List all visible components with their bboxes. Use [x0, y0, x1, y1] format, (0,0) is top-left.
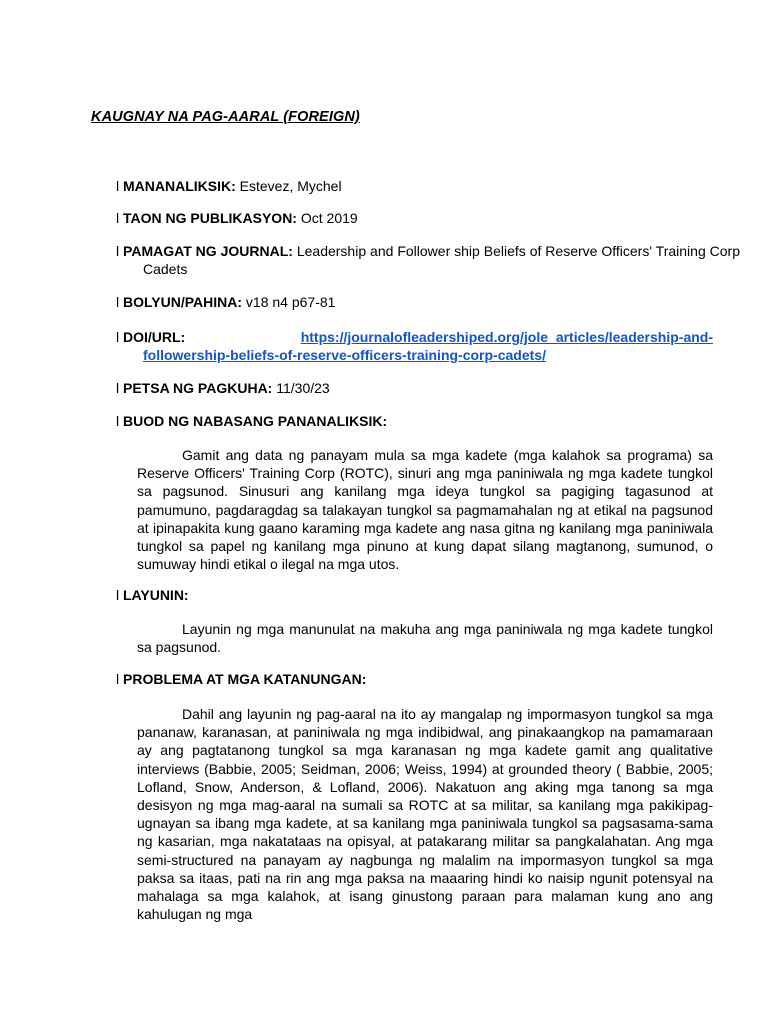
field-mananaliksik: [116, 178, 713, 196]
bullet: l: [116, 178, 123, 194]
field-value: Oct 2019: [300, 210, 358, 226]
field-label: MANANALIKSIK:: [123, 178, 240, 194]
section-layunin-heading: [116, 587, 713, 605]
bullet: l: [116, 671, 123, 687]
bullet: l: [116, 587, 123, 603]
field-label: PAMAGAT NG JOURNAL:: [123, 243, 297, 259]
section-problema-text: Dahil ang layunin ng pag-aaral na ito ay mangalap ng impormasyon tungkol sa mga pananaw, karanasan, at paniniwala ng mga indibidwal, ang pinakaangkop na pamamaraan ay ang pagtatanong tungkol sa mga karanasan ng mga kadete gamit ang qualitative interviews (Babbie, 2005; Seidman, 2006; Weiss, 1994) at grounded theory ( Babbie, 2005; Lofland, Snow, Anderson, & Lofland, 2006). Nakatuon ang aking mga tanong sa mga desisyon ng mga mag-aaral na sumali sa ROTC at sa militar, sa kanilang mga pakikipag-ugnayan sa ibang mga kadete, at sa kanilang mga paniniwala tungkol sa pagsasama-sama ng kasarian, mga nakatataas na opisyal, at patakarang militar sa pangkalahatan. Ang mga semi-structured na panayam ay nagbunga ng malalim na impormasyon tungkol sa mga paksa sa itaas, pati na rin ang mga paksa na maaaring hindi ko naisip ngunit potensyal na mahalaga sa mga kalahok, at isang ginustong paraan para malaman kung ano ang kahulugan ng mga: [137, 706, 713, 923]
field-label: DOI/URL:: [123, 329, 186, 345]
doi-link[interactable]: https://journalofleadershiped.org/jole_articles/leadership-and-: [300, 329, 713, 345]
section-label: LAYUNIN:: [123, 587, 189, 603]
field-value: 11/30/23: [276, 380, 330, 396]
section-buod-heading: [116, 413, 713, 431]
field-pamagat: [116, 243, 740, 278]
field-value: Estevez, Mychel: [239, 178, 342, 194]
field-taon: [116, 210, 713, 228]
bullet: l: [116, 413, 123, 429]
document-heading: KAUGNAY NA PAG-AARAL (FOREIGN): [91, 109, 360, 125]
field-label: TAON NG PUBLIKASYON:: [123, 210, 301, 226]
bullet: l: [116, 294, 123, 310]
section-buod-text: Gamit ang data ng panayam mula sa mga kadete (mga kalahok sa programa) sa Reserve Officers' Training Corp (ROTC), sinuri ang mga paniniwala ng mga kadete tungkol sa pagsunod. Sinusuri ang kanilang mga ideya tungkol sa pagiging tagasunod at pamumuno, pagdaragdag sa talakayan tungkol sa pagmamahalan ng at etikal na pagsunod at ipinapakita kung gaano karaming mga kadete ang nasa gitna ng kanilang mga paniniwala tungkol sa papel ng kanilang mga pinuno at kung dapat silang magtanong, sumunod, o sumuway hindi etikal o ilegal na mga utos.: [137, 447, 713, 573]
section-label: BUOD NG NABASANG PANANALIKSIK:: [123, 413, 388, 429]
section-problema-heading: [116, 671, 713, 689]
field-bolyun: [116, 294, 713, 312]
field-petsa: [116, 380, 713, 398]
bullet: l: [116, 243, 124, 259]
section-label: PROBLEMA AT MGA KATANUNGAN:: [123, 671, 367, 687]
section-layunin-text: Layunin ng mga manunulat na makuha ang mga paniniwala ng mga kadete tungkol sa pagsunod.: [137, 621, 713, 656]
bullet: l: [116, 380, 123, 396]
field-value: Leadership and Follower ship Beliefs of Reserve Officers' Training Corp Cadets: [143, 243, 740, 277]
bullet: l: [116, 329, 123, 345]
doi-link-continued[interactable]: followership-beliefs-of-reserve-officers-training-corp-cadets/: [143, 346, 546, 363]
bullet: l: [116, 210, 123, 226]
field-label: PETSA NG PAGKUHA:: [123, 380, 277, 396]
field-label: BOLYUN/PAHINA:: [123, 294, 246, 310]
field-value: v18 n4 p67-81: [245, 294, 336, 310]
field-doi: [116, 329, 713, 364]
